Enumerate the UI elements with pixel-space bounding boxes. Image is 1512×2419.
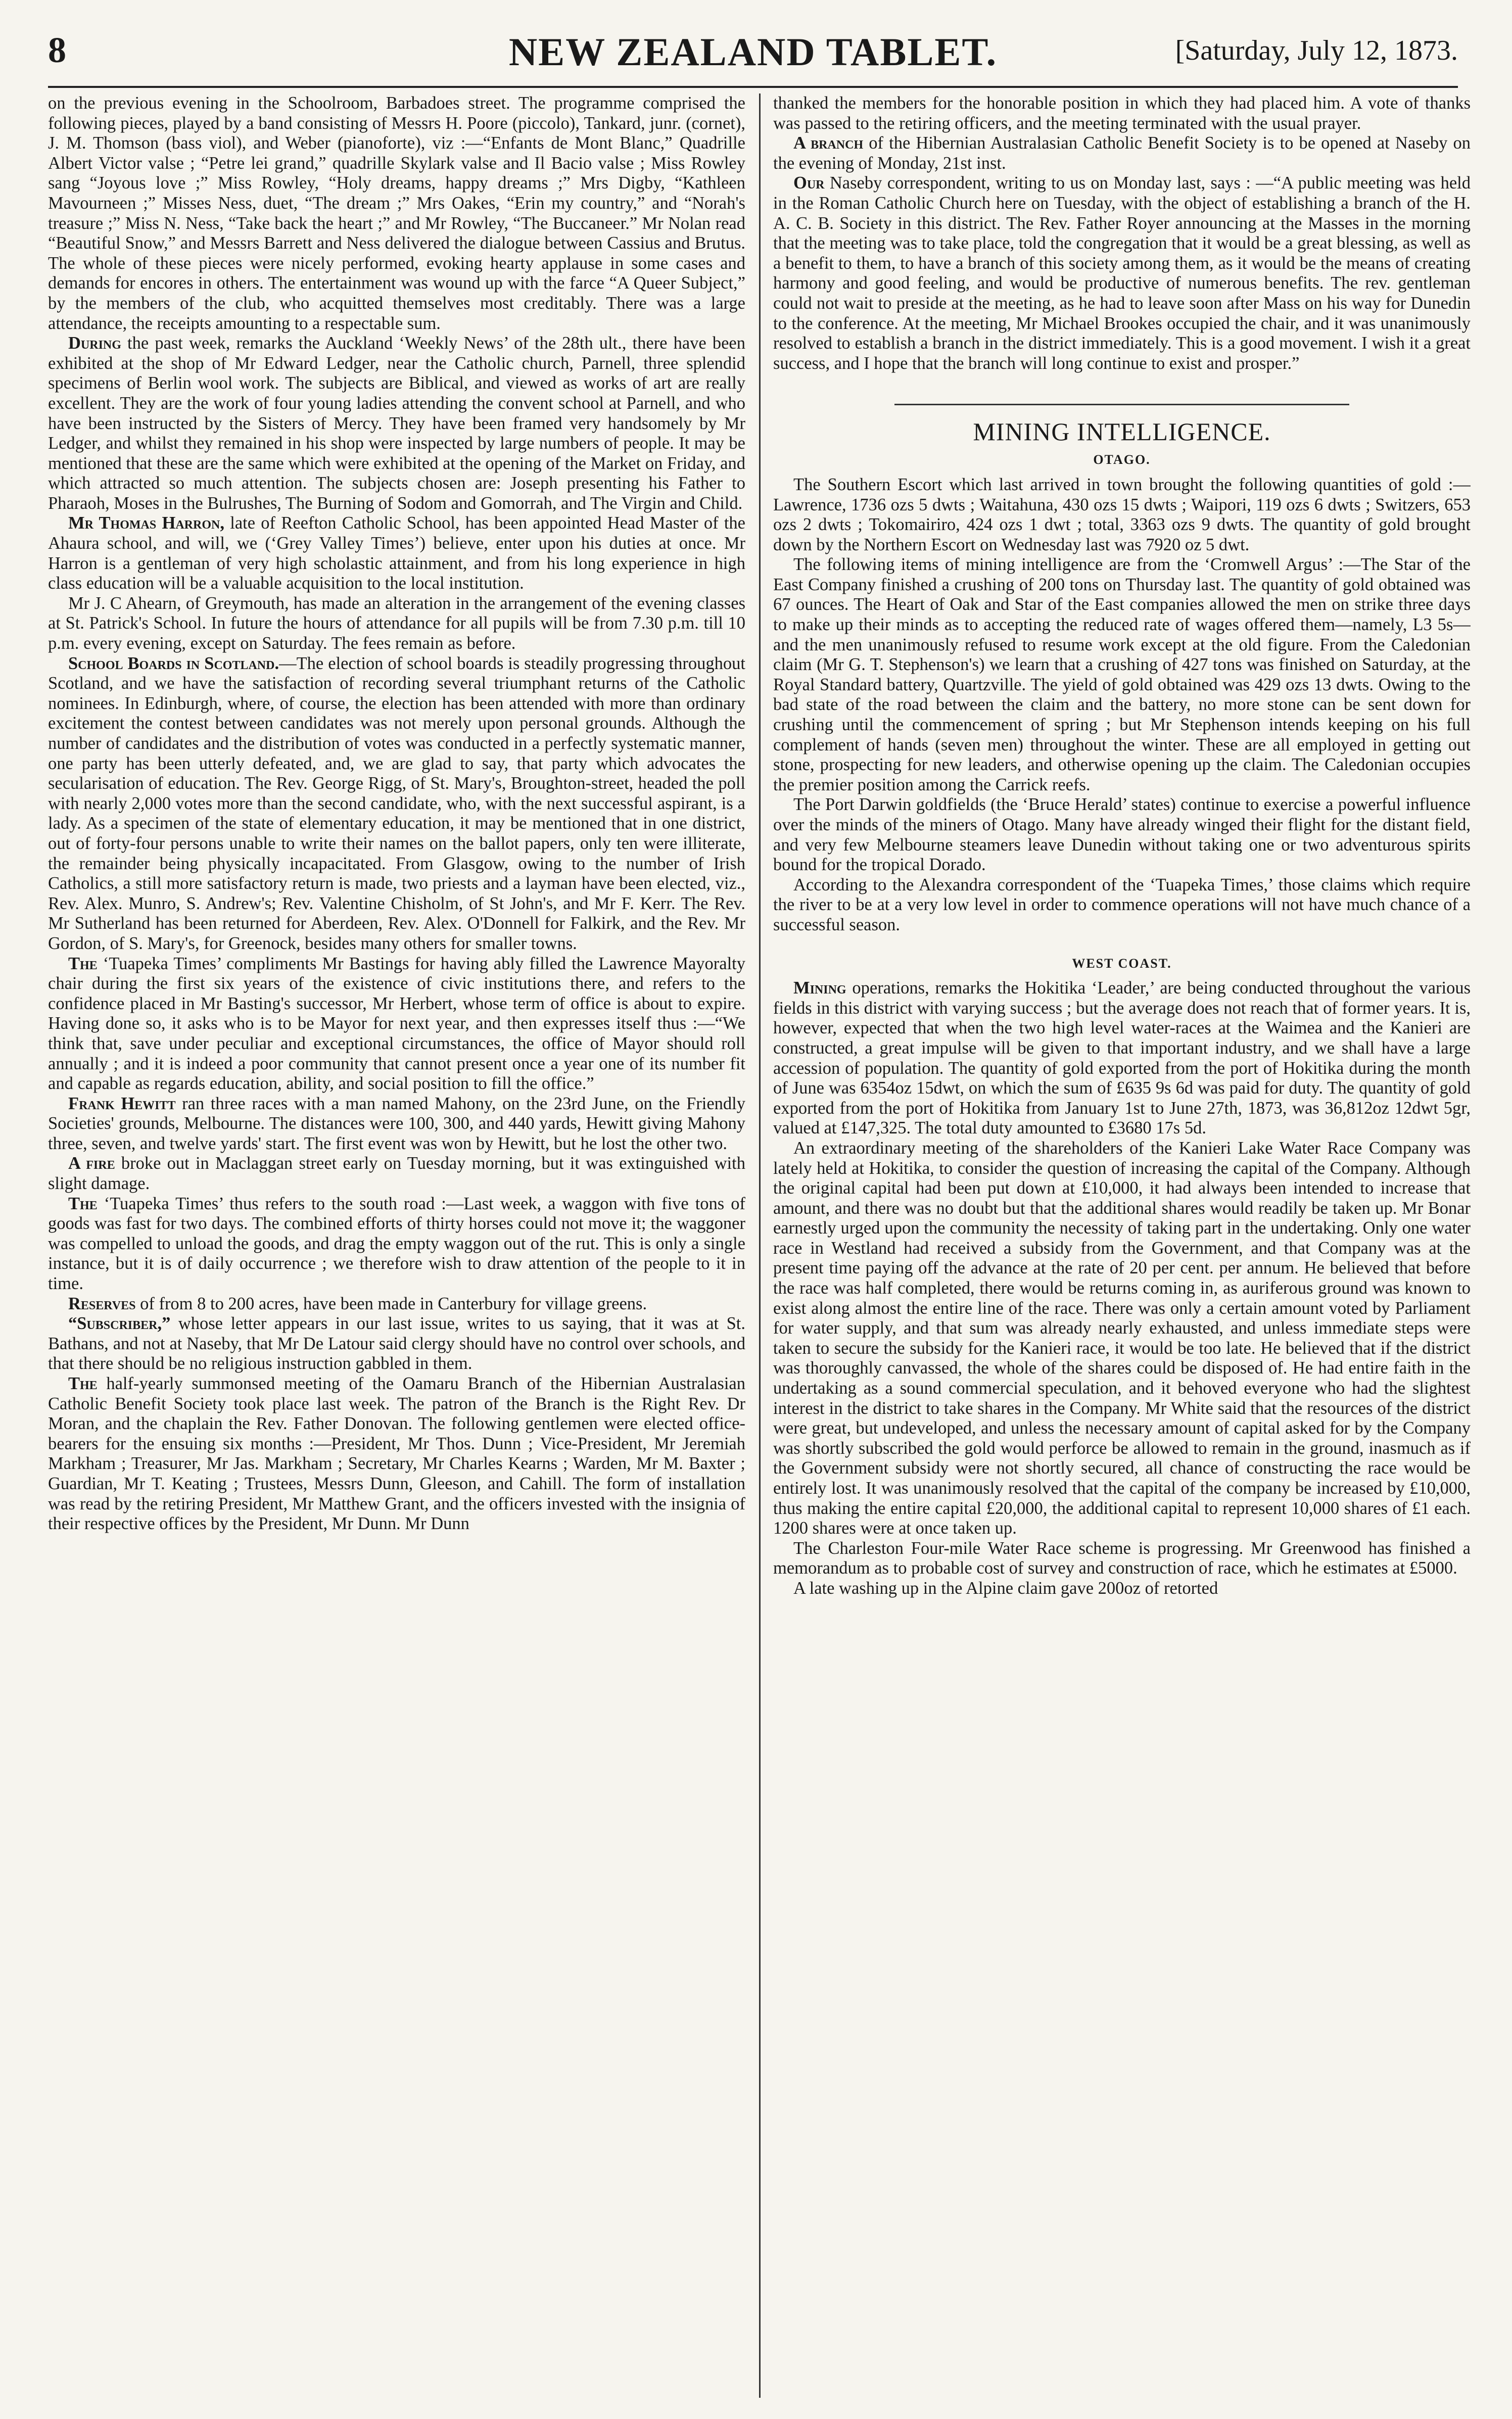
west-coast-heading: WEST COAST. [1072, 956, 1172, 971]
page-number: 8 [48, 30, 66, 70]
article-paragraph: The ‘Tuapeka Times’ thus refers to the south road :—Last week, a waggon with five tons of goods was fast for two days. The combined efforts of thirty horses could not move it; the waggoner was compelled to unload the goods, and drag the empty waggon out of the rut. This is only a single instance, but it is of daily occurrence ; we therefore wish to draw attention of the people to it in time. [48, 1194, 745, 1294]
mining-section-title: MINING INTELLIGENCE. [894, 404, 1349, 447]
article-paragraph: School Boards in Scotland.—The election of school boards is steadily progressing throughout Scotland, and we have the satisfaction of recording several triumphant returns of the Catholic nominees. In Edinburgh, where, of course, the election has been attended with more than ordinary excitement the contest between candidates was not merely upon personal grounds. Although the number of candidates and the distribution of votes was conducted in a perfectly systematic manner, one party has been utterly defeated, and, we are glad to say, that party which advocates the secularisation of education. The Rev. George Rigg, of St. Mary's, Broughton-street, headed the poll with nearly 2,000 votes more than the second candidate, who, with the next successful aspirant, is a lady. As a specimen of the state of elementary education, it may be mentioned that in one district, out of forty-four persons unable to write their names on the ballot papers, only ten were illiterate, the remainder being physically incapacitated. From Glasgow, owing to the number of Irish Catholics, a still more satisfactory return is made, two priests and a layman have been elected, viz., Rev. Alex. Munro, S. Andrew's; Rev. Valentine Chisholm, of St John's, and Mr F. Kerr. The Rev. Mr Sutherland has been returned for Aberdeen, Rev. Alex. O'Donnell for Falkirk, and the Rev. Mr Gordon, of S. Mary's, for Greenock, besides many others for smaller towns. [48, 653, 745, 953]
column-divider [759, 93, 761, 2398]
article-paragraph: According to the Alexandra correspondent of the ‘Tuapeka Times,’ those claims which require the river to be at a very low level in order to commence operations will not have much chance of a successful season. [773, 875, 1471, 934]
article-paragraph: The Charleston Four-mile Water Race scheme is progressing. Mr Greenwood has finished a memorandum as to probable cost of survey and construction of race, which he estimates at £5000. [773, 1538, 1471, 1578]
article-paragraph: The half-yearly summonsed meeting of the Oamaru Branch of the Hibernian Australasian Catholic Benefit Society took place last week. The patron of the Branch is the Right Rev. Dr Moran, and the chaplain the Rev. Father Donovan. The following gentlemen were elected office-bearers for the ensuing six months :—President, Mr Thos. Dunn ; Vice-President, Mr Jeremiah Markham ; Treasurer, Mr Jas. Markham ; Secretary, Mr Charles Kearns ; Warden, Mr M. Baxter ; Guardian, Mr T. Keating ; Trustees, Messrs Dunn, Gleeson, and Cahill. The form of installation was read by the retiring President, Mr Matthew Grant, and the officers invested with the insignia of their respective offices by the President, Mr Dunn. Mr Dunn [48, 1374, 745, 1534]
article-paragraph: Mr Thomas Harron, late of Reefton Catholic School, has been appointed Head Master of the Ahaura school, and will, we (‘Grey Valley Times’) believe, enter upon his duties at once. Mr Harron is a gentleman of very high scholastic attainment, and from his long experience in high class education will be a valuable acquisition to the local institution. [48, 513, 745, 593]
left-column [48, 93, 745, 2398]
article-paragraph: Frank Hewitt ran three races with a man named Mahony, on the 23rd June, on the Friendly Societies' grounds, Melbourne. The distances were 100, 300, and 440 yards, Hewitt giving Mahony three, seven, and twelve yards' start. The first event was won by Hewitt, but he lost the other two. [48, 1094, 745, 1153]
article-paragraph: Mr J. C Ahearn, of Greymouth, has made an alteration in the arrangement of the evening classes at St. Patrick's School. In future the hours of attendance for all pupils will be from 7.30 p.m. till 10 p.m. every evening, except on Saturday. The fees remain as before. [48, 593, 745, 653]
newspaper-title: NEW ZEALAND TABLET. [508, 30, 998, 74]
article-paragraph: The Port Darwin goldfields (the ‘Bruce Herald’ states) continue to exercise a powerful influence over the minds of the miners of Otago. Many have already winged their flight for the distant field, and very few Melbourne steamers leave Dunedin without taking one or two adventurous spirits bound for the tropical Dorado. [773, 795, 1471, 875]
article-paragraph: A late washing up in the Alpine claim gave 200oz of retorted [793, 1578, 1218, 1598]
otago-heading: OTAGO. [1093, 452, 1151, 467]
issue-date: [Saturday, July 12, 1873. [1175, 35, 1458, 66]
article-paragraph: “Subscriber,” whose letter appears in our last issue, writes to us saying, that it was at St. Bathans, and not at Naseby, that Mr De Latour said clergy should have no control over schools, and that there should be no religious instruction gabbled in them. [48, 1314, 745, 1373]
masthead [48, 29, 1458, 77]
article-paragraph: Mining operations, remarks the Hokitika ‘Leader,’ are being conducted throughout the various fields in this district with varying success ; but the average does not reach that of former years. It is, however, expected that when the two high level water-races at the Waimea and the Kanieri are constructed, a great impulse will be given to that important industry, and we shall have a large accession of population. The quantity of gold exported from the port of Hokitika during the month of June was 6354oz 15dwt, on which the sum of £635 9s 6d was paid for duty. The quantity of gold exported from the port of Hokitika from January 1st to June 27th, 1873, was 36,812oz 12dwt 5gr, valued at £147,325. The total duty amounted to £3680 17s 5d. [773, 978, 1471, 1138]
article-paragraph: The ‘Tuapeka Times’ compliments Mr Bastings for having ably filled the Lawrence Mayoralty chair during the first six years of the existence of civic institutions there, and refers to the confidence placed in Mr Basting's successor, Mr Herbert, whose term of office is about to expire. Having done so, it asks who is to be Mayor for next year, and then expresses itself thus :—“We think that, save under peculiar and exceptional circumstances, the office of Mayor should roll annually ; and it is indeed a poor community that cannot present once a year one of its number fit and capable as regards education, ability, and social position to fill the office.” [48, 954, 745, 1094]
right-column [773, 93, 1471, 2398]
masthead-rule [48, 86, 1458, 88]
article-paragraph: A branch of the Hibernian Australasian Catholic Benefit Society is to be opened at Naseby on the evening of Monday, 21st inst. [773, 133, 1471, 173]
article-paragraph: A fire broke out in Maclaggan street early on Tuesday morning, but it was extinguished with slight damage. [48, 1154, 745, 1194]
article-paragraph: An extraordinary meeting of the shareholders of the Kanieri Lake Water Race Company was lately held at Hokitika, to consider the question of increasing the capital of the Company. Although the original capital had been put down at £10,000, it had always been intended to increase that amount, and there was no doubt but that the additional shares would readily be taken up. Mr Bonar earnestly urged upon the community the necessity of taking part in the undertaking. Only one water race in Westland had received a subsidy from the Government, and that Company was at the present time paying off the advance at the rate of 20 per cent. per annum. He believed that before the race was half completed, there would be returns coming in, as auriferous ground was known to exist along almost the entire line of the race. There was only a certain amount voted by Parliament for water supply, and that sum was already nearly exhausted, and unless immediate steps were taken to secure the subsidy for the Kanieri race, it would be too late. He believed that if the district was thoroughly canvassed, the whole of the shares could be disposed of. He had entire faith in the undertaking as a sound commercial speculation, and it behoved everyone who had the slightest interest in the district to take shares in the Company. Mr White said that the resources of the district were great, but undeveloped, and unless the necessary amount of capital asked for by the Company was shortly subscribed the gold would perforce be allowed to remain in the ground, inasmuch as if the Government subsidy were not shortly secured, all chance of constructing the race would be entirely lost. It was unanimously resolved that the capital of the company be increased by £10,000, thus making the entire capital £20,000, the additional capital to represent 10,000 shares of £1 each. 1200 shares were at once taken up. [773, 1138, 1471, 1538]
article-paragraph: The following items of mining intelligence are from the ‘Cromwell Argus’ :—The Star of the East Company finished a crushing of 200 tons on Thursday last. The quantity of gold obtained was 67 ounces. The Heart of Oak and Star of the East companies allowed the men on strike three days to make up their minds as to accepting the reduced rate of wages offered them—namely, L3 5s—and the men unanimously refused to resume work except at the old figure. From the Caledonian claim (Mr G. T. Stephenson's) we learn that a crushing of 427 tons was finished on Saturday, at the Royal Standard battery, Quartzville. The yield of gold obtained was 429 ozs 13 dwts. Owing to the bad state of the road between the claim and the battery, no more stone can be sent down for crushing until the commencement of spring ; but Mr Stephenson intends keeping on his full complement of hands (seven men) throughout the winter. These are all employed in getting out stone, prospecting for new leaders, and otherwise opening up the claim. The Caledonian occupies the premier position among the Carrick reefs. [773, 555, 1471, 794]
article-paragraph: Reserves of from 8 to 200 acres, have been made in Canterbury for village greens. [68, 1294, 647, 1313]
article-paragraph: Our Naseby correspondent, writing to us on Monday last, says : —“A public meeting was held in the Roman Catholic Church here on Tuesday, with the object of establishing a branch of the H. A. C. B. Society in this district. The Rev. Father Royer announcing at the Masses in the morning that the meeting was to take place, told the congregation that it would be a great blessing, as well as a benefit to them, to have a branch of this society among them, as it would be the means of creating harmony and good feeling, and would be productive of numerous benefits. The rev. gentleman could not wait to preside at the meeting, as he had to leave soon after Mass on his way for Dunedin to the conference. At the meeting, Mr Michael Brookes occupied the chair, and it was unanimously resolved to establish a branch in the district immediately. This is a good movement. I wish it a great success, and I hope that the branch will long continue to exist and prosper.” [773, 173, 1471, 373]
article-paragraph: The Southern Escort which last arrived in town brought the following quantities of gold :—Lawrence, 1736 ozs 5 dwts ; Waitahuna, 430 ozs 15 dwts ; Waipori, 119 ozs 6 dwts ; Switzers, 653 ozs 2 dwts ; Tokomairiro, 424 ozs 1 dwt ; total, 3363 ozs 9 dwts. The quantity of gold brought down by the Northern Escort on Wednesday last was 7920 oz 5 dwt. [773, 475, 1471, 554]
article-paragraph: thanked the members for the honorable position in which they had placed him. A vote of thanks was passed to the retiring officers, and the meeting terminated with the usual prayer. [773, 93, 1471, 133]
article-paragraph: on the previous evening in the Schoolroom, Barbadoes street. The programme comprised the following pieces, played by a band consisting of Messrs H. Poore (piccolo), Tankard, junr. (cornet), J. M. Thomson (bass viol), and Weber (pianoforte), viz :—“Enfants de Mont Blanc,” Quadrille Albert Victor valse ; “Petre lei grand,” quadrille Skylark valse and Il Bacio valse ; Miss Rowley sang “Joyous love ;” Miss Rowley, “Holy dreams, happy dreams ;” Mrs Digby, “Kathleen Mavourneen ;” Misses Ness, duet, “The dream ;” Mrs Oakes, “Erin my country,” and “Norah's treasure ;” Miss N. Ness, “Take back the heart ;” and Mr Rowley, “The Buccaneer.” Mr Nolan read “Beautiful Snow,” and Messrs Barrett and Ness delivered the dialogue between Cassius and Brutus. The whole of these pieces were nicely performed, evoking hearty applause in some cases and demands for encores in others. The entertainment was wound up with the farce “A Queer Subject,” by the members of the club, who acquitted themselves most creditably. There was a large attendance, the receipts amounting to a respectable sum. [48, 93, 745, 333]
article-paragraph: During the past week, remarks the Auckland ‘Weekly News’ of the 28th ult., there have been exhibited at the shop of Mr Edward Ledger, near the Catholic church, Parnell, three splendid specimens of Berlin wool work. The subjects are Biblical, and viewed as works of art are really excellent. They are the work of four young ladies attending the convent school at Parnell, and who have been instructed by the Sisters of Mercy. They have been framed very handsomely by Mr Ledger, and whilst they remained in his shop were inspected by large numbers of people. It may be mentioned that these are the same which were exhibited at the opening of the Market on Friday, and which attracted so much attention. The subjects chosen are: Joseph presenting his Father to Pharaoh, Moses in the Bulrushes, The Burning of Sodom and Gomorrah, and The Virgin and Child. [48, 334, 745, 513]
